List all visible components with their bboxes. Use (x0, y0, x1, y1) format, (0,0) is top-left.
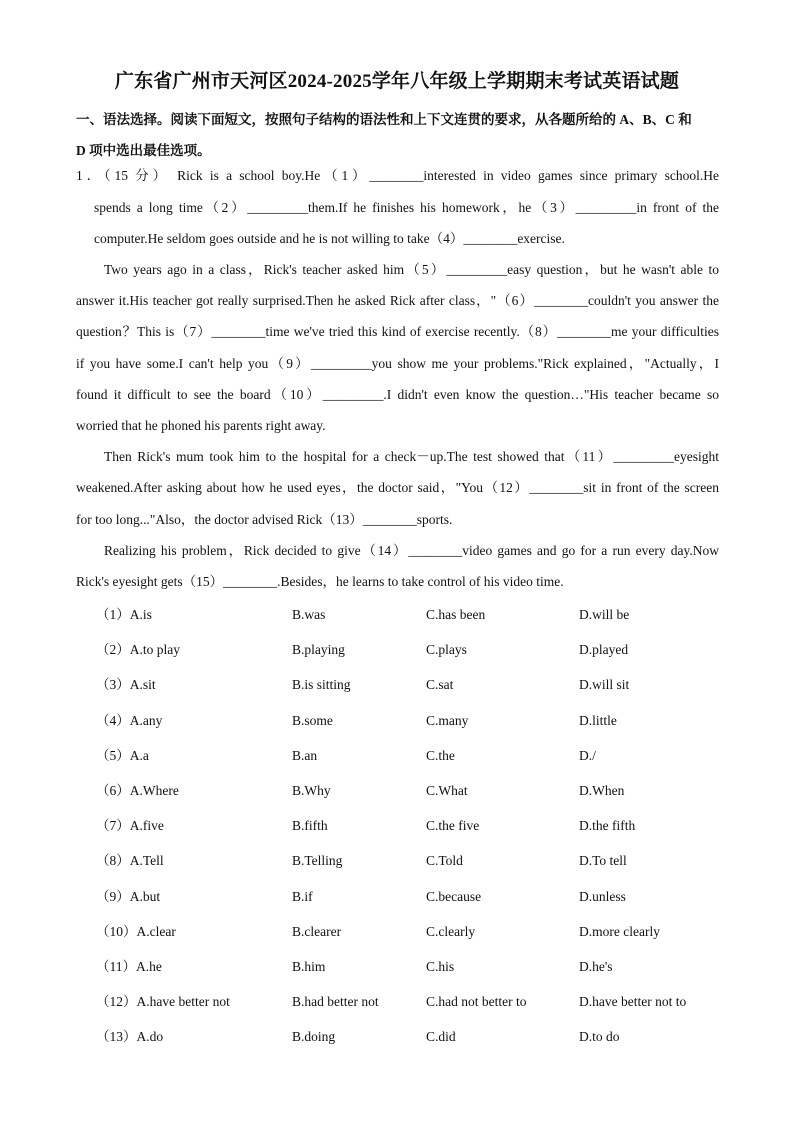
option-d: D.will sit (579, 677, 630, 692)
passage-line: Then Rick's mum took him to the hospital for a check－up.The test showed that（11）_________eyesight (104, 449, 719, 464)
passage-line: answer it.His teacher got really surprised.Then he asked Rick after class，"（6）________couldn't you answer the (76, 293, 719, 308)
passage-line: question？This is（7）________time we've tried this kind of exercise recently.（8）________me your difficulties (76, 324, 719, 339)
option-a: （6）A.Where (96, 783, 179, 798)
section-heading-line-1: 一、语法选择。阅读下面短文，按照句子结构的语法性和上下文连贯的要求，从各题所给的 A、B、C 和 (76, 112, 692, 127)
option-d: D.have better not to (579, 994, 687, 1009)
option-d: D.unless (579, 889, 626, 904)
option-c: C.the five (426, 818, 480, 833)
section-heading (76, 104, 726, 166)
passage-line: found it difficult to see the board（10）_________.I didn't even know the question…"His teacher became so (76, 387, 719, 402)
option-b: B.Telling (292, 853, 343, 868)
option-a: （9）A.but (96, 889, 161, 904)
option-c: C.did (426, 1029, 456, 1044)
passage-line: spends a long time（2）_________them.If he finishes his homework，he（3）_________in front of the (94, 200, 719, 215)
option-b: B.him (292, 959, 326, 974)
option-d: D.to do (579, 1029, 620, 1044)
page-title: 广东省广州市天河区2024-2025学年八年级上学期期末考试英语试题 (114, 71, 680, 92)
option-c: C.Told (426, 853, 463, 868)
option-d: D.he's (579, 959, 613, 974)
option-c: C.because (426, 889, 482, 904)
passage-line: Two years ago in a class，Rick's teacher asked him（5）_________easy question，but he wasn't able to (104, 262, 719, 277)
option-b: B.clearer (292, 924, 342, 939)
passage-line: weakened.After asking about how he used eyes，the doctor said，"You（12）________sit in front of the screen (76, 480, 719, 495)
option-c: C.the (426, 748, 455, 763)
option-d: D./ (579, 748, 596, 763)
option-b: B.is sitting (292, 677, 351, 692)
option-c: C.sat (426, 677, 454, 692)
option-a: （4）A.any (96, 713, 163, 728)
option-b: B.playing (292, 642, 345, 657)
option-b: B.an (292, 748, 318, 763)
option-d: D.little (579, 713, 617, 728)
option-d: D.more clearly (579, 924, 660, 939)
option-d: D.will be (579, 607, 630, 622)
passage-line: computer.He seldom goes outside and he is not willing to take（4）________exercise. (94, 231, 565, 246)
option-c: C.his (426, 959, 455, 974)
passage-line: Realizing his problem，Rick decided to give（14）________video games and go for a run every day.Now (104, 543, 719, 558)
option-c: C.What (426, 783, 468, 798)
option-d: D.To tell (579, 853, 627, 868)
option-c: C.plays (426, 642, 467, 657)
option-a: （13）A.do (96, 1029, 164, 1044)
option-b: B.fifth (292, 818, 328, 833)
passage-line: worried that he phoned his parents right away. (76, 418, 326, 433)
passage-line: if you have some.I can't help you（9）_________you show me your problems."Rick explained，"Actually，I (76, 356, 719, 371)
option-d: D.When (579, 783, 625, 798)
option-b: B.some (292, 713, 333, 728)
passage-line: 1．（15 分） Rick is a school boy.He（1）________interested in video games since primary school.He (76, 168, 719, 183)
option-b: B.had better not (292, 994, 379, 1009)
option-c: C.many (426, 713, 469, 728)
option-a: （3）A.sit (96, 677, 156, 692)
option-b: B.Why (292, 783, 331, 798)
option-b: B.if (292, 889, 313, 904)
option-a: （10）A.clear (96, 924, 176, 939)
option-c: C.clearly (426, 924, 476, 939)
option-a: （2）A.to play (96, 642, 180, 657)
option-d: D.the fifth (579, 818, 636, 833)
option-a: （12）A.have better not (96, 994, 230, 1009)
option-a: （8）A.Tell (96, 853, 164, 868)
option-b: B.doing (292, 1029, 336, 1044)
option-b: B.was (292, 607, 326, 622)
option-a: （1）A.is (96, 607, 152, 622)
section-heading-line-2: D 项中选出最佳选项。 (76, 143, 211, 158)
passage-line: for too long..."Also，the doctor advised Rick（13）________sports. (76, 512, 453, 527)
option-a: （11）A.he (96, 959, 162, 974)
option-c: C.had not better to (426, 994, 527, 1009)
passage-line: Rick's eyesight gets（15）________.Besides，he learns to take control of his video time. (76, 574, 564, 589)
option-a: （7）A.five (96, 818, 164, 833)
option-d: D.played (579, 642, 629, 657)
option-a: （5）A.a (96, 748, 149, 763)
option-c: C.has been (426, 607, 486, 622)
